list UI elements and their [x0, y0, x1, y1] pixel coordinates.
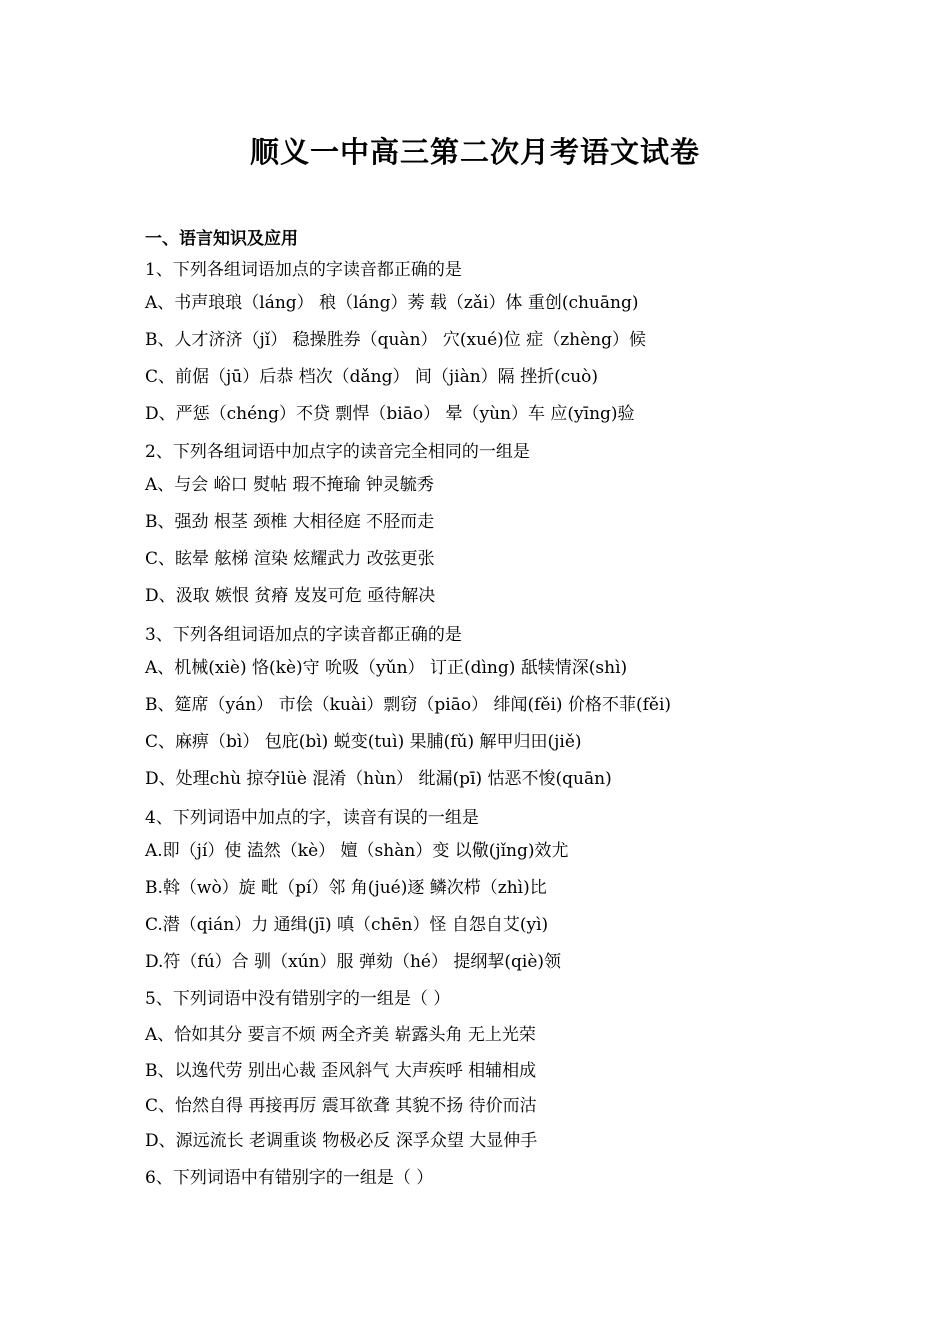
q3-option-d: D、处理chù 掠夺lüè 混淆（hùn） 纰漏(pī) 怙恶不悛(quān): [145, 769, 612, 789]
q1-option-b: B、人才济济（jǐ） 稳操胜券（quàn） 穴(xué)位 症（zhèng）候: [145, 330, 646, 350]
q5-option-a: A、恰如其分 要言不烦 两全齐美 崭露头角 无上光荣: [145, 1025, 536, 1045]
q4-option-a: A.即（jí）使 溘然（kè） 嬗（shàn）变 以儆(jǐng)效尤: [145, 841, 569, 861]
question-5: 5、下列词语中没有错别字的一组是（ ）: [145, 989, 451, 1009]
q1-option-d: D、严惩（chéng）不贷 剽悍（biāo） 晕（yùn）车 应(yīng)验: [145, 404, 635, 424]
q3-option-a: A、机械(xiè) 恪(kè)守 吮吸（yǔn） 订正(dìng) 舐犊情深(shì): [145, 658, 628, 678]
q5-option-c: C、怡然自得 再接再厉 震耳欲聋 其貌不扬 待价而沽: [145, 1096, 537, 1116]
q1-option-a: A、书声琅琅（láng） 稂（láng）莠 载（zǎi）体 重创(chuāng): [145, 293, 639, 313]
section-heading: 一、语言知识及应用: [145, 229, 298, 249]
q1-option-c: C、前倨（jū）后恭 档次（dǎng） 间（jiàn）隔 挫折(cuò): [145, 367, 599, 387]
question-2: 2、下列各组词语中加点字的读音完全相同的一组是: [145, 442, 530, 462]
q4-option-b: B.斡（wò）旋 毗（pí）邻 角(jué)逐 鳞次栉（zhì)比: [145, 878, 547, 898]
q2-option-c: C、眩晕 舷梯 渲染 炫耀武力 改弦更张: [145, 549, 435, 569]
q4-option-c: C.潜（qián）力 通缉(jī) 嗔（chēn）怪 自怨自艾(yì): [145, 915, 549, 935]
q2-option-a: A、与会 峪口 熨帖 瑕不掩瑜 钟灵毓秀: [145, 475, 434, 495]
q5-option-d: D、源远流长 老调重谈 物极必反 深孚众望 大显伸手: [145, 1131, 538, 1151]
q5-option-b: B、以逸代劳 别出心裁 歪风斜气 大声疾呼 相辅相成: [145, 1061, 537, 1081]
question-6: 6、下列词语中有错别字的一组是（ ）: [145, 1168, 434, 1188]
q3-option-c: C、麻痹（bì） 包庇(bì) 蜕变(tuì) 果脯(fǔ) 解甲归田(jiě): [145, 732, 582, 752]
page-title: 顺义一中高三第二次月考语文试卷: [249, 135, 700, 169]
q3-option-b: B、筵席（yán） 市侩（kuài）剽窃（piāo） 绯闻(fěi) 价格不菲(fěi): [145, 695, 672, 715]
question-1: 1、下列各组词语加点的字读音都正确的是: [145, 260, 462, 280]
q2-option-b: B、强劲 根茎 颈椎 大相径庭 不胫而走: [145, 512, 435, 532]
q4-option-d: D.符（fú）合 驯（xún）服 弹劾（hé） 提纲挈(qiè)领: [145, 952, 562, 972]
question-3: 3、下列各组词语加点的字读音都正确的是: [145, 625, 462, 645]
question-4: 4、下列词语中加点的字，读音有误的一组是: [145, 808, 479, 828]
q2-option-d: D、汲取 嫉恨 贫瘠 岌岌可危 亟待解决: [145, 586, 436, 606]
